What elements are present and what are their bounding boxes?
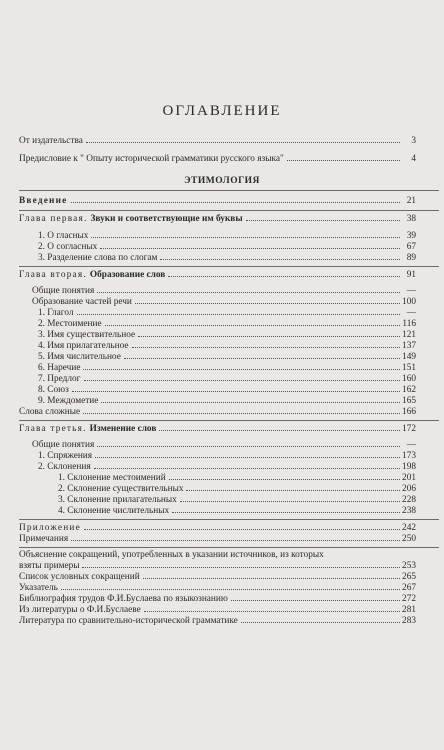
toc-entry: [58, 495, 416, 506]
leader-dots: [132, 347, 401, 348]
toc-entry: [58, 506, 416, 517]
entry-label: Предисловие к " Опыту исторической грамматики русского языка": [19, 154, 284, 164]
toc-entry: [38, 363, 416, 374]
divider: [19, 266, 439, 267]
leader-dots: [168, 276, 400, 277]
leader-dots: [144, 611, 400, 612]
leader-dots: [135, 303, 400, 304]
entry-page: 173: [402, 451, 416, 461]
page-title: ОГЛАВЛЕНИЕ: [162, 103, 282, 119]
chapter-lead: Глава первая.: [19, 214, 88, 224]
entry-label: 9. Междометие: [38, 396, 99, 406]
entry-page: —: [406, 286, 416, 296]
entry-page: 165: [402, 396, 416, 406]
leader-dots: [95, 457, 400, 458]
entry-label: Примечания: [19, 534, 69, 544]
toc-entry: [38, 385, 416, 396]
entry-page: 149: [402, 352, 416, 362]
entry-page: 21: [406, 196, 416, 206]
leader-dots: [82, 567, 400, 568]
chapter-lead: Глава вторая.: [19, 270, 87, 280]
toc-entry: [38, 231, 416, 242]
entry-label: 2. Склонение существительных: [58, 484, 184, 494]
entry-page: 238: [402, 506, 416, 516]
leader-dots: [159, 430, 400, 431]
entry-label-line-1: Объяснение сокращений, употребленных в указании источников, из которых: [19, 550, 324, 560]
divider: [19, 210, 439, 211]
toc-entry: [19, 616, 416, 627]
leader-dots: [231, 600, 400, 601]
entry-label: 4. Имя прилагательное: [38, 341, 129, 351]
entry-page: —: [406, 308, 416, 318]
entry-label: Общие понятия: [32, 286, 95, 296]
divider: [19, 190, 439, 191]
entry-page: 116: [402, 319, 416, 329]
divider: [19, 420, 439, 421]
entry-label: 3. Склонение прилагательных: [58, 495, 177, 505]
toc-entry: [38, 374, 416, 385]
leader-dots: [86, 142, 400, 143]
toc-entry-publisher: [19, 136, 416, 147]
section-title: ЭТИМОЛОГИЯ: [184, 176, 260, 186]
chapter-title: Изменение слов: [89, 424, 157, 434]
toc-entry: [38, 308, 416, 319]
entry-label: 1. О гласных: [38, 231, 89, 241]
leader-dots: [124, 358, 400, 359]
toc-entry: [19, 572, 416, 583]
entry-page: 91: [406, 270, 416, 280]
entry-page: 100: [402, 297, 416, 307]
entry-label: 4. Склонение числительных: [58, 506, 170, 516]
entry-page: 137: [402, 341, 416, 351]
entry-label: 1. Глагол: [38, 308, 74, 318]
toc-entry: [38, 396, 416, 407]
leader-dots: [143, 578, 400, 579]
entry-page: 39: [406, 231, 416, 241]
entry-page: 201: [402, 473, 416, 483]
leader-dots: [97, 446, 400, 447]
leader-dots: [180, 501, 400, 502]
entry-page: 242: [402, 523, 416, 533]
entry-page: 67: [406, 242, 416, 252]
chapter-title: Образование слов: [89, 270, 166, 280]
entry-page: 160: [402, 374, 416, 384]
leader-dots: [105, 325, 400, 326]
entry-label: Литература по сравнительно-исторической грамматике: [19, 616, 238, 626]
toc-entry: [19, 583, 416, 594]
entry-page: 281: [402, 605, 416, 615]
leader-dots: [91, 237, 400, 238]
toc-chapter-2: [19, 270, 416, 281]
toc-entry: [19, 605, 416, 616]
toc-entry: [38, 462, 416, 473]
toc-entry: [38, 330, 416, 341]
leader-dots: [83, 369, 400, 370]
entry-label: 1. Склонение местоимений: [58, 473, 166, 483]
toc-entry: [38, 341, 416, 352]
entry-label: Указатель: [19, 583, 58, 593]
entry-page: 198: [402, 462, 416, 472]
entry-page: 272: [402, 594, 416, 604]
divider: [19, 519, 439, 520]
leader-dots: [160, 259, 400, 260]
entry-label: Слова сложные: [19, 407, 81, 417]
leader-dots: [84, 380, 401, 381]
leader-dots: [77, 314, 401, 315]
entry-page: —: [406, 440, 416, 450]
entry-page: 38: [406, 214, 416, 224]
entry-label: 6. Наречие: [38, 363, 81, 373]
toc-entry: [38, 253, 416, 264]
leader-dots: [97, 292, 400, 293]
toc-entry: [38, 451, 416, 462]
entry-page: 265: [402, 572, 416, 582]
entry-page: 151: [402, 363, 416, 373]
entry-label: 3. Имя существительное: [38, 330, 136, 340]
entry-page: 206: [402, 484, 416, 494]
entry-page: 166: [402, 407, 416, 417]
entry-page: 89: [406, 253, 416, 263]
leader-dots: [100, 248, 400, 249]
entry-page: 121: [402, 330, 416, 340]
toc-entry-notes: [19, 534, 416, 545]
leader-dots: [84, 529, 400, 530]
entry-label: Из литературы о Ф.И.Буслаеве: [19, 605, 141, 615]
entry-label: 1. Спряжения: [38, 451, 93, 461]
entry-page: 162: [402, 385, 416, 395]
entry-label: Список условных сокращений: [19, 572, 140, 582]
leader-dots: [83, 413, 400, 414]
leader-dots: [241, 622, 400, 623]
entry-page: 228: [402, 495, 416, 505]
entry-label: Образование частей речи: [32, 297, 132, 307]
entry-label: 2. Местоимение: [38, 319, 102, 329]
toc-appendix: [19, 523, 416, 534]
entry-label-line-2: взяты примеры: [19, 561, 80, 571]
entry-label: Общие понятия: [32, 440, 95, 450]
entry-label: От издательства: [19, 136, 83, 146]
toc-entry-introduction: [19, 196, 416, 207]
entry-label: 8. Союз: [38, 385, 69, 395]
entry-page: 250: [402, 534, 416, 544]
leader-dots: [287, 160, 400, 161]
toc-entry: [58, 484, 416, 495]
entry-label: 2. Склонения: [38, 462, 91, 472]
entry-page: 253: [402, 561, 416, 571]
toc-entry: [58, 473, 416, 484]
chapter-lead: Глава третья.: [19, 424, 87, 434]
entry-page: 283: [402, 616, 416, 626]
toc-entry: [32, 297, 416, 308]
toc-entry-abbreviations: [19, 550, 416, 572]
toc-entry: [38, 319, 416, 330]
leader-dots: [71, 540, 400, 541]
toc-entry: [19, 594, 416, 605]
leader-dots: [94, 468, 400, 469]
leader-dots: [172, 512, 400, 513]
toc-entry: [38, 242, 416, 253]
leader-dots: [61, 589, 400, 590]
leader-dots: [71, 202, 401, 203]
leader-dots: [186, 490, 400, 491]
entry-page: 267: [402, 583, 416, 593]
leader-dots: [72, 391, 400, 392]
leader-dots: [246, 220, 400, 221]
entry-page: 172: [402, 424, 416, 434]
entry-label: 7. Предлог: [38, 374, 81, 384]
leader-dots: [169, 479, 400, 480]
entry-page: 3: [411, 136, 416, 146]
entry-label: 3. Разделение слова по слогам: [38, 253, 158, 263]
toc-chapter-1: [19, 214, 416, 225]
leader-dots: [101, 402, 400, 403]
entry-label: Введение: [19, 196, 68, 206]
divider: [19, 547, 439, 548]
entry-label: 5. Имя числительное: [38, 352, 121, 362]
chapter-title: Звуки и соответствующие им буквы: [90, 214, 243, 224]
toc-entry: [38, 352, 416, 363]
toc-entry: [32, 286, 416, 297]
leader-dots: [138, 336, 400, 337]
toc-entry: [32, 440, 416, 451]
entry-label: Приложение: [19, 523, 81, 533]
entry-page: 4: [411, 154, 416, 164]
entry-label: 2. О согласных: [38, 242, 98, 252]
toc-entry-preface: [19, 154, 416, 165]
toc-chapter-3: [19, 424, 416, 435]
toc-entry: [19, 407, 416, 418]
entry-label: Библиография трудов Ф.И.Буслаева по языкознанию: [19, 594, 228, 604]
